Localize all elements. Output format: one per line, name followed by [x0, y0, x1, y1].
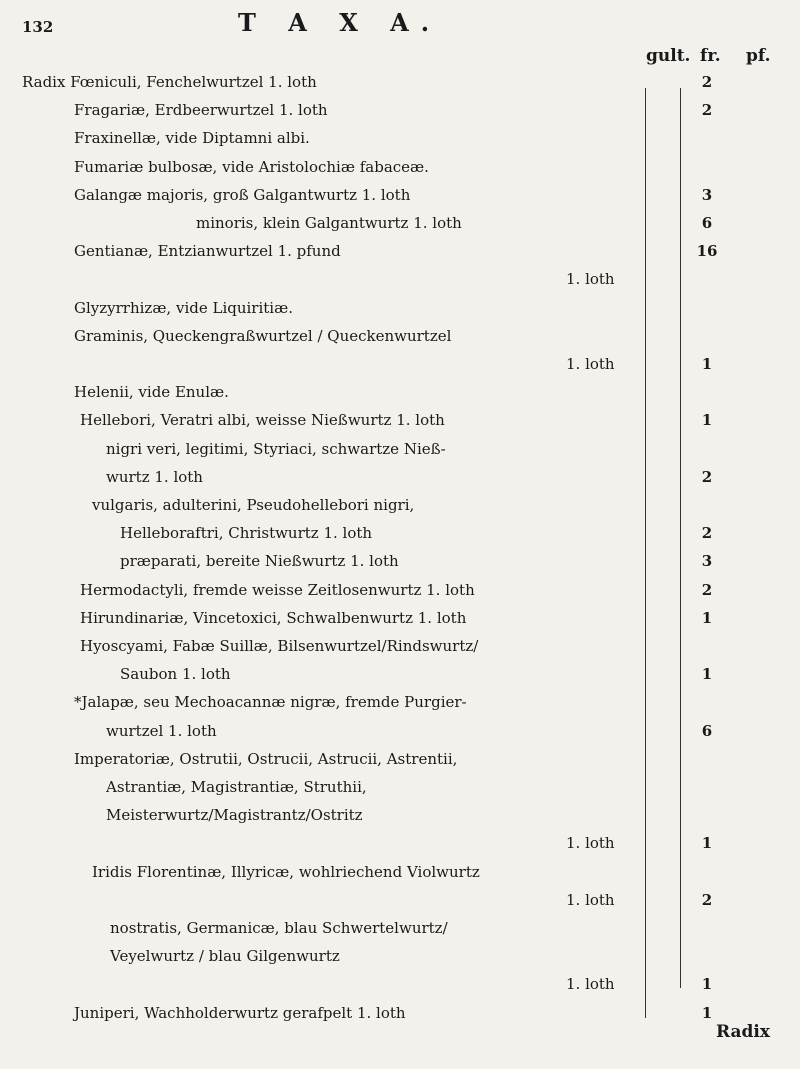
- list-item: [0, 745, 800, 773]
- fr-value: 2: [701, 73, 713, 91]
- list-item: [0, 68, 800, 96]
- list-item: [0, 604, 800, 632]
- entry-text: præparati, bereite Nießwurtz 1. loth: [120, 552, 399, 571]
- entry-text: Graminis, Queckengraßwurtzel / Queckenwurtzel: [74, 326, 452, 345]
- list-item: [0, 688, 800, 716]
- entry-text: Hermodactyli, fremde weisse Zeitlosenwurtz 1. loth: [80, 580, 475, 599]
- entry-text: wurtz 1. loth: [106, 467, 203, 486]
- entry-text: Fumariæ bulbosæ, vide Aristolochiæ fabaceæ.: [74, 157, 429, 176]
- list-item: [0, 237, 800, 265]
- entry-text: minoris, klein Galgantwurtz 1. loth: [196, 214, 462, 232]
- page-number: 132: [22, 18, 54, 36]
- fr-value: 1: [701, 608, 713, 627]
- fr-value: 1: [701, 1003, 713, 1022]
- list-item: [0, 632, 800, 660]
- fr-value: 2: [701, 580, 713, 599]
- entry-text: Helenii, vide Enulæ.: [74, 383, 229, 402]
- fr-value: 1: [701, 355, 713, 373]
- entry-text: Juniperi, Wachholderwurtz gerafpelt 1. loth: [74, 1003, 406, 1022]
- entry-text: Imperatoriæ, Ostrutii, Ostrucii, Astrucii, Astrentii,: [74, 749, 458, 768]
- list-item: [0, 491, 800, 519]
- entry-text: Saubon 1. loth: [120, 665, 231, 684]
- list-item: [0, 406, 800, 434]
- fr-value: 2: [701, 524, 713, 543]
- list-item: [0, 378, 800, 406]
- catchword: Radix: [716, 1022, 771, 1042]
- list-item: [0, 350, 800, 378]
- entry-text: 1. loth: [566, 270, 615, 289]
- entry-text: Hellebori, Veratri albi, weisse Nießwurtz 1. loth: [80, 411, 445, 430]
- entry-text: Fraxinellæ, vide Diptamni albi.: [74, 129, 310, 148]
- list-item: [0, 914, 800, 942]
- fr-value: 3: [701, 552, 713, 571]
- fr-value: 2: [701, 101, 713, 120]
- fr-value: 6: [701, 214, 713, 232]
- entry-text: 1. loth: [566, 355, 615, 373]
- list-item: [0, 181, 800, 209]
- list-item: [0, 660, 800, 688]
- entry-text: 1. loth: [566, 890, 615, 909]
- entry-text: vulgaris, adulterini, Pseudohellebori nigri,: [92, 496, 415, 514]
- list-item: [0, 435, 800, 463]
- list-item: [0, 463, 800, 491]
- entry-text: Galangæ majoris, groß Galgantwurtz 1. loth: [74, 185, 411, 204]
- list-item: [0, 576, 800, 604]
- entry-text: Hyoscyami, Fabæ Suillæ, Bilsenwurtzel/Rindswurtz/: [80, 637, 479, 655]
- fr-value: 16: [696, 242, 718, 261]
- fr-value: 2: [701, 890, 713, 909]
- list-item: [0, 209, 800, 237]
- running-head: T A X A.: [238, 8, 442, 37]
- list-item: [0, 829, 800, 857]
- list-item: [0, 801, 800, 829]
- list-item: [0, 858, 800, 886]
- entry-text: wurtzel 1. loth: [106, 721, 217, 740]
- entry-text: *Jalapæ, seu Mechoacannæ nigræ, fremde Purgier-: [74, 693, 467, 712]
- fr-value: 6: [701, 721, 713, 740]
- entry-text: nostratis, Germanicæ, blau Schwertelwurtz/: [110, 919, 448, 937]
- fr-value: 1: [701, 411, 713, 430]
- list-item: [0, 294, 800, 322]
- fr-value: 1: [701, 975, 713, 994]
- list-item: [0, 942, 800, 970]
- list-item: [0, 773, 800, 801]
- list-item: [0, 717, 800, 745]
- entry-text: Iridis Florentinæ, Illyricæ, wohlriechend Violwurtz: [92, 862, 480, 881]
- entry-text: Gentianæ, Entzianwurtzel 1. pfund: [74, 242, 341, 261]
- column-header-gulden: gult.: [646, 46, 691, 66]
- entry-text: 1. loth: [566, 834, 615, 853]
- list-item: [0, 519, 800, 547]
- entry-text: Astrantiæ, Magistrantiæ, Struthii,: [106, 778, 367, 796]
- entry-text: Helleboraftri, Christwurtz 1. loth: [120, 524, 373, 543]
- list-item: [0, 322, 800, 350]
- fr-value: 1: [701, 834, 713, 853]
- list-item: [0, 265, 800, 293]
- entry-text: Radix Fœniculi, Fenchelwurtzel 1. loth: [22, 73, 317, 91]
- fr-value: 3: [701, 185, 713, 204]
- list-item: [0, 886, 800, 914]
- list-item: [0, 124, 800, 152]
- column-header-fr: fr.: [700, 46, 721, 66]
- fr-value: 1: [701, 665, 713, 684]
- entry-text: Glyzyrrhizæ, vide Liquiritiæ.: [74, 298, 293, 317]
- entry-text: Meisterwurtz/Magistrantz/Ostritz: [106, 806, 363, 825]
- list-item: [0, 153, 800, 181]
- column-header-pf: pf.: [746, 46, 771, 66]
- list-item: [0, 96, 800, 124]
- entry-text: Fragariæ, Erdbeerwurtzel 1. loth: [74, 101, 328, 120]
- entry-text: Veyelwurtz / blau Gilgenwurtz: [110, 947, 340, 966]
- entry-text: nigri veri, legitimi, Styriaci, schwartze Nieß-: [106, 439, 446, 458]
- entry-text: Hirundinariæ, Vincetoxici, Schwalbenwurtz 1. loth: [80, 608, 467, 627]
- list-item: [0, 970, 800, 998]
- list-item: [0, 547, 800, 575]
- list-item: [0, 999, 800, 1027]
- entry-text: 1. loth: [566, 975, 615, 994]
- fr-value: 2: [701, 467, 713, 486]
